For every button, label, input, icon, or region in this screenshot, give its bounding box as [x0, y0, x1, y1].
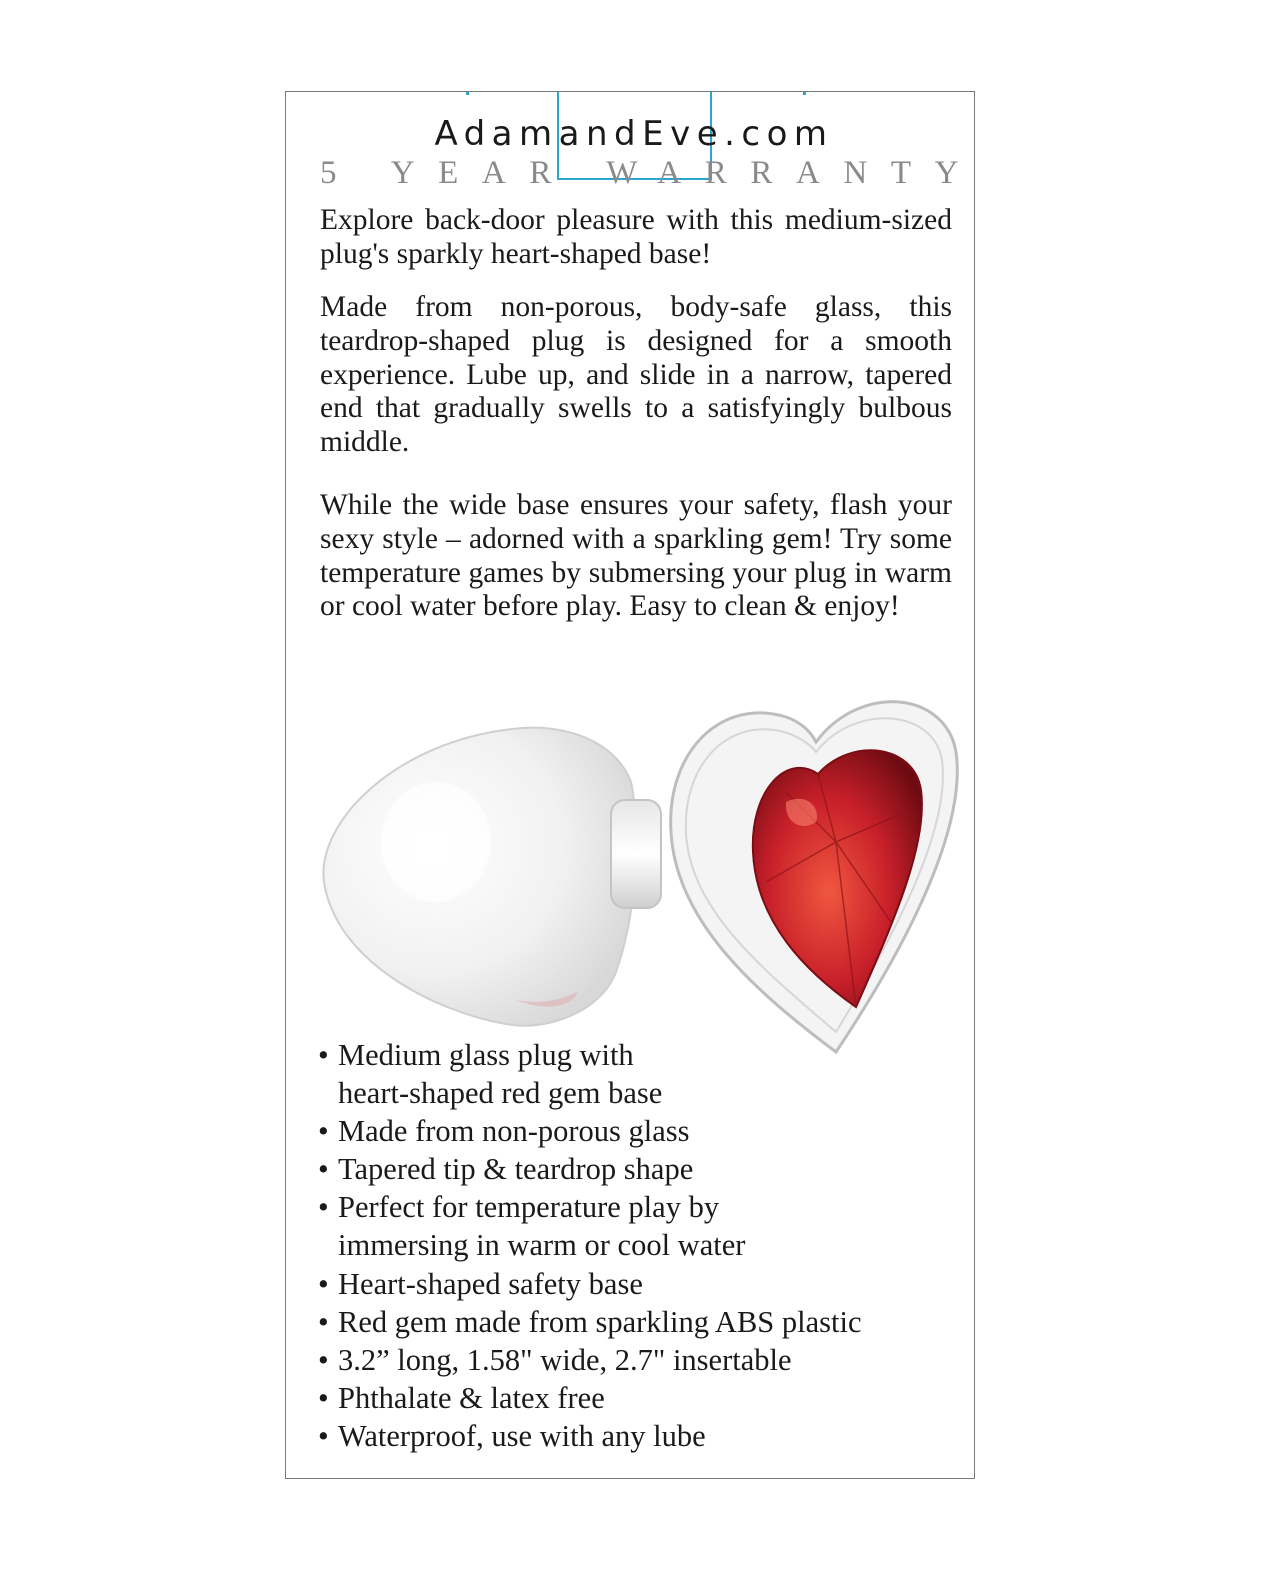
logo-tick	[466, 92, 469, 95]
feature-item: • Perfect for temperature play by immersing in warm or cool water	[318, 1188, 978, 1264]
plug-neck	[611, 800, 661, 908]
description-paragraph-1: Explore back-door pleasure with this medium-sized plug's sparkly heart-shaped base!	[320, 204, 952, 270]
heart-gem-glass-plug-image	[316, 672, 966, 1092]
feature-item: • Red gem made from sparkling ABS plastic	[318, 1303, 978, 1341]
brand-logo: AdamandEve.com	[434, 114, 834, 154]
feature-item: • Heart-shaped safety base	[318, 1265, 978, 1303]
warranty-heading: 5 YEAR WARRANTY	[320, 155, 983, 191]
description-paragraph-3: While the wide base ensures your safety, flash your sexy style – adorned with a sparkling gem! Try some temperature games by submersing your plug in warm or cool water before play. Easy to clean & enjoy!	[320, 489, 952, 623]
product-info-card	[285, 91, 983, 1479]
description-paragraph-2: Made from non-porous, body-safe glass, this teardrop-shaped plug is designed for a smooth experience. Lube up, and slide in a narrow, tapered end that gradually swells to a satisfyingly bulbous middle.	[320, 291, 952, 459]
feature-item: • Medium glass plug with heart-shaped red gem base	[318, 1036, 978, 1112]
logo-tick	[803, 92, 806, 95]
feature-item: • 3.2” long, 1.58" wide, 2.7" insertable	[318, 1341, 978, 1379]
feature-item: • Tapered tip & teardrop shape	[318, 1150, 978, 1188]
feature-list	[318, 1036, 978, 1455]
feature-item: • Phthalate & latex free	[318, 1379, 978, 1417]
feature-item: • Made from non-porous glass	[318, 1112, 978, 1150]
feature-item: • Waterproof, use with any lube	[318, 1417, 978, 1455]
